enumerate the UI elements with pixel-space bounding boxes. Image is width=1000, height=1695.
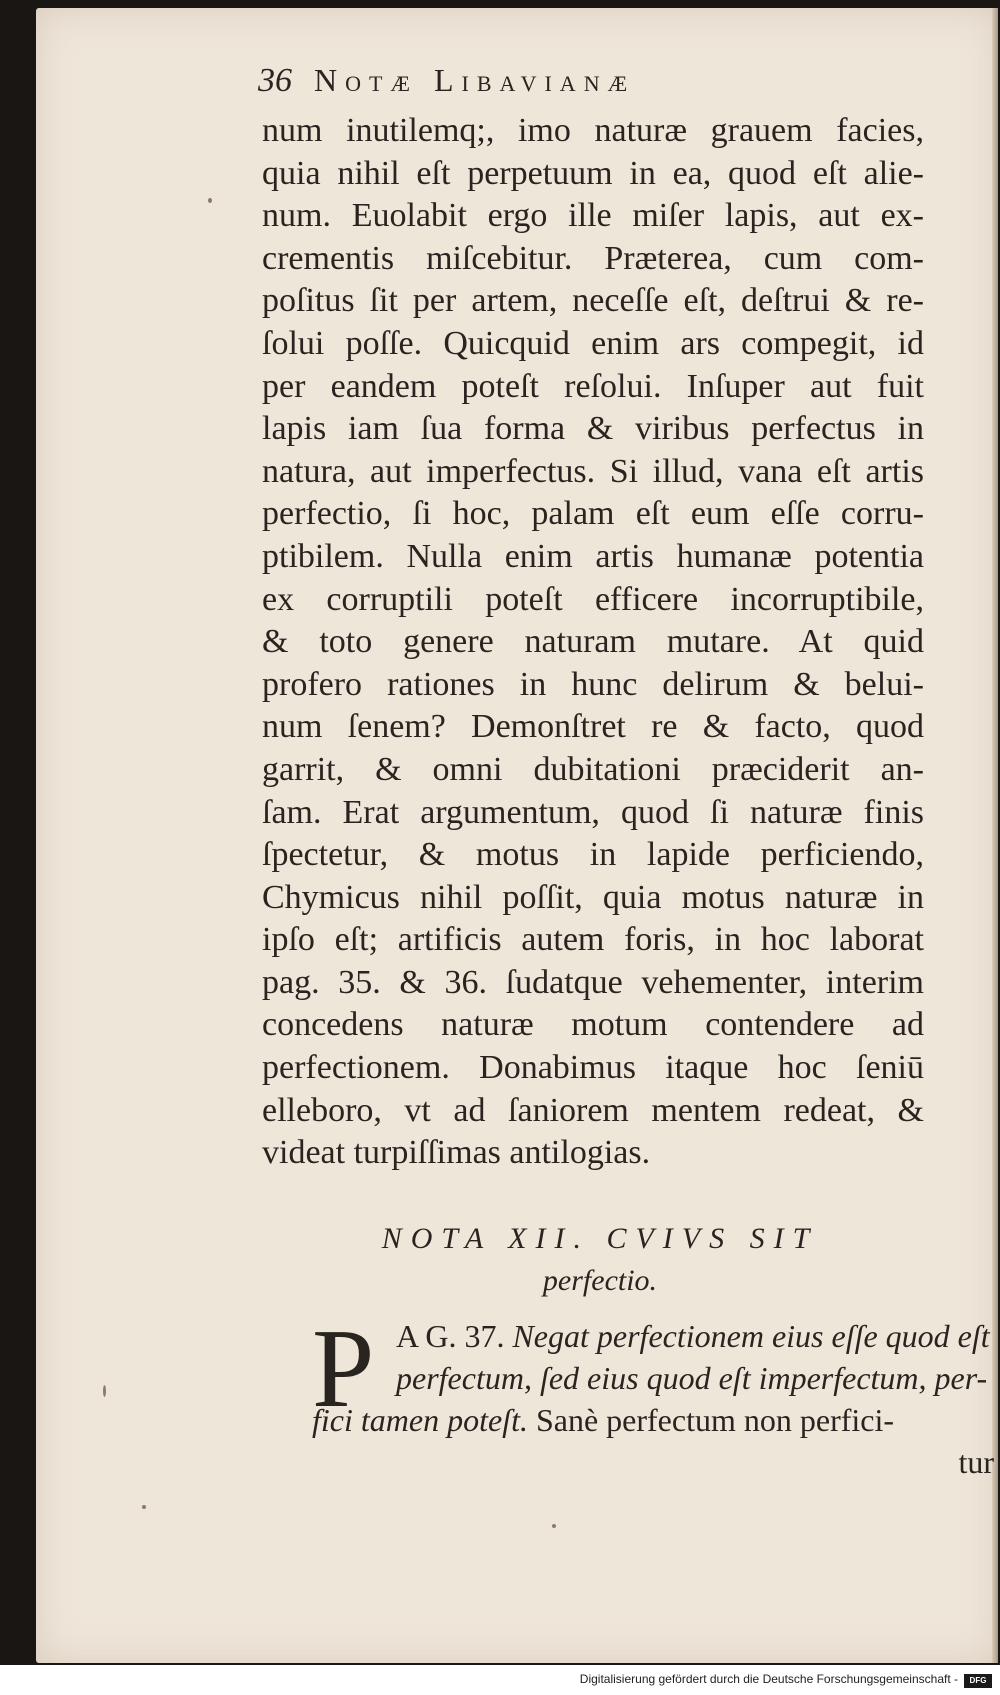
text-line: pag. 35. & 36. ſudatque vehementer, interim: [262, 963, 924, 1001]
text-line: concedens naturæ motum contendere ad: [262, 1006, 924, 1044]
footer-bar: [0, 1672, 1000, 1694]
quoted-text: Negat perfectionem eius eſſe quod eſt: [512, 1318, 990, 1354]
text-line: natura, aut imperfectus. Si illud, vana eſt artis: [262, 452, 924, 490]
text-line: crementis miſcebitur. Præterea, cum com-: [262, 239, 924, 277]
text-line: quia nihil eſt perpetuum in ea, quod eſt alie-: [262, 154, 924, 192]
text-line: ex corruptili poteſt efficere incorruptibile,: [262, 580, 924, 618]
text-line: & toto genere naturam mutare. At quid: [262, 623, 924, 661]
text-line: poſitus ſit per artem, neceſſe eſt, deſtrui & re-: [262, 282, 924, 320]
text-line: profero rationes in hunc delirum & belui-: [262, 665, 924, 703]
text-line: [312, 1315, 998, 1357]
text-line: num ſenem? Demonſtret re & facto, quod: [262, 708, 924, 746]
text-line: ſam. Erat argumentum, quod ſi naturæ finis: [262, 793, 924, 831]
ink-speck: [142, 1505, 146, 1509]
section-paragraph: [312, 1307, 998, 1483]
text-line: perfectio, ſi hoc, palam eſt eum eſſe corru-: [262, 495, 924, 533]
text-line: ipſo eſt; artificis autem foris, in hoc laborat: [262, 921, 924, 959]
dfg-logo: DFG: [964, 1674, 992, 1688]
text-line: per eandem poteſt reſolui. Inſuper aut fuit: [262, 367, 924, 405]
text-line: ptibilem. Nulla enim artis humanæ potentia: [262, 537, 924, 575]
text-line last-line: videat turpiſſimas antilogias.: [262, 1134, 651, 1172]
section-heading: [300, 1222, 900, 1298]
text-line: num. Euolabit ergo ille miſer lapis, aut ex-: [262, 197, 924, 235]
text-line: garrit, & omni dubitationi præciderit an-: [262, 750, 924, 788]
drop-cap: P: [312, 1307, 375, 1431]
text-line: elleboro, vt ad ſaniorem mentem redeat, &: [262, 1091, 924, 1129]
text-line: ſpectetur, & motus in lapide perficiendo,: [262, 836, 924, 874]
text-line: ſolui poſſe. Quicquid enim ars compegit, id: [262, 324, 924, 362]
page-reference: A G. 37.: [396, 1318, 505, 1354]
text-line: perfectionem. Donabimus itaque hoc ſeniū: [262, 1049, 924, 1087]
ink-speck: [552, 1524, 556, 1528]
heading-subtitle: perfectio.: [542, 1264, 658, 1297]
footer-credit: Digitalisierung gefördert durch die Deutsche Forschungsgemeinschaft -: [579, 1672, 958, 1686]
text-line: [312, 1399, 998, 1441]
heading-title: NOTA XII. CVIVS SIT: [381, 1222, 819, 1255]
body-paragraph: [262, 110, 924, 1175]
text-line: Chymicus nihil poſſit, quia motus naturæ in: [262, 878, 924, 916]
page-number: 36: [258, 62, 292, 99]
running-head: Notæ Libavianæ: [314, 62, 636, 98]
page-header: [258, 62, 878, 108]
quoted-text: perfectum, ſed eius quod eſt imperfectum, per-: [396, 1360, 988, 1396]
catchword: tur: [958, 1444, 994, 1480]
ink-speck: [103, 1385, 106, 1397]
text-line: num inutilemq;, imo naturæ grauem facies,: [262, 112, 924, 149]
text-line: lapis iam ſua forma & viribus perfectus in: [262, 410, 924, 448]
ink-speck: [208, 198, 212, 203]
quoted-text: fici tamen poteſt.: [312, 1402, 528, 1438]
body-text: Sanè perfectum non perfici-: [535, 1402, 895, 1438]
